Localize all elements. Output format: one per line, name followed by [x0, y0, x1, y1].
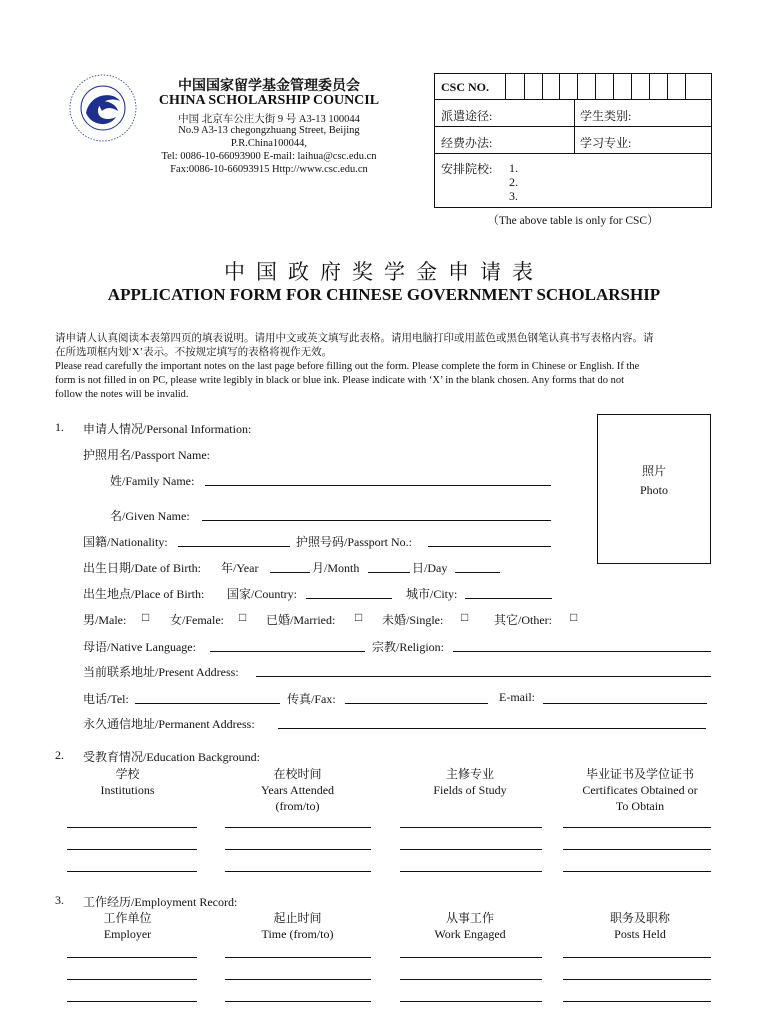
emp-row2-time[interactable]: [225, 979, 371, 980]
pob-country-field[interactable]: [306, 598, 392, 599]
emp-row1-time[interactable]: [225, 957, 371, 958]
pob-label: 出生地点/Place of Birth:: [83, 587, 205, 601]
student-type-label: 学生类别:: [580, 109, 632, 123]
passport-name-label: 护照用名/Passport Name:: [83, 448, 210, 462]
fax-field[interactable]: [345, 703, 488, 704]
pob-country-label: 国家/Country:: [227, 587, 298, 601]
csc-table-note: （The above table is only for CSC）: [487, 215, 659, 227]
emp-col-employer: 工作单位 Employer: [103, 911, 152, 941]
emp-col-work: 从事工作 Work Engaged: [434, 911, 506, 941]
family-name-label: 姓/Family Name:: [110, 474, 195, 488]
csc-office-table: [434, 73, 712, 208]
present-address-label: 当前联系地址/Present Address:: [83, 665, 239, 679]
edu-row1-years[interactable]: [225, 827, 371, 828]
edu-col-fields: 主修专业 Fields of Study: [433, 767, 507, 797]
emp-row2-post[interactable]: [563, 979, 711, 980]
edu-row2-certificate[interactable]: [563, 849, 711, 850]
section2-number: 2.: [55, 748, 64, 762]
section3-title: 工作经历/Employment Record:: [83, 895, 238, 909]
given-name-field[interactable]: [202, 520, 551, 521]
emp-row2-work[interactable]: [400, 979, 542, 980]
emp-row3-work[interactable]: [400, 1001, 542, 1002]
email-field[interactable]: [543, 703, 707, 704]
photo-label-cn: 照片: [641, 464, 666, 478]
dob-month-label: 月/Month: [312, 561, 360, 575]
emp-row3-employer[interactable]: [67, 1001, 197, 1002]
emp-row1-post[interactable]: [563, 957, 711, 958]
fax-website: Fax:0086-10-66093915 Http://www.csc.edu.cn: [170, 164, 368, 175]
tel-email: Tel: 0086-10-66093900 E-mail: laihua@csc.edu.cn: [161, 151, 377, 162]
instructions-cn-line2: 在所选项框内划‘X’表示。不按规定填写的表格将视作无效。: [55, 347, 333, 358]
major-label: 学习专业:: [580, 136, 632, 150]
channel-label: 派遣途径:: [441, 109, 493, 123]
permanent-address-field[interactable]: [278, 728, 706, 729]
section1-title: 申请人情况/Personal Information:: [83, 422, 252, 436]
placement-item-1: 1.: [509, 161, 518, 175]
dob-day-label: 日/Day: [412, 561, 448, 575]
instructions-en-line1: Please read carefully the important notes on the last page before filling out the form. Please complete the form in Chinese or English. If the: [55, 361, 640, 372]
tel-label: 电话/Tel:: [83, 692, 129, 706]
emp-col-posts: 职务及职称 Posts Held: [609, 911, 670, 941]
male-checkbox[interactable]: □: [142, 610, 150, 624]
present-address-field[interactable]: [256, 676, 711, 677]
male-label: 男/Male:: [83, 613, 127, 627]
address-en-line1: No.9 A3-13 chegongzhuang Street, Beijing: [178, 125, 360, 136]
form-title-cn: 中国政府奖学金申请表: [224, 260, 544, 284]
native-language-label: 母语/Native Language:: [83, 640, 196, 654]
address-cn: 中国 北京车公庄大街 9 号 A3-13 100044: [178, 114, 360, 125]
edu-col-certificates: 毕业证书及学位证书 Certificates Obtained or To Obtain: [582, 767, 698, 813]
emp-row1-employer[interactable]: [67, 957, 197, 958]
csc-logo: [68, 73, 138, 143]
edu-col-institutions: 学校 Institutions: [100, 767, 155, 797]
dob-year-label: 年/Year: [221, 561, 259, 575]
org-name-en: CHINA SCHOLARSHIP COUNCIL: [158, 93, 380, 108]
org-name-cn: 中国国家留学基金管理委员会: [178, 79, 360, 94]
dob-label: 出生日期/Date of Birth:: [83, 561, 201, 575]
placement-item-3: 3.: [509, 189, 518, 203]
edu-row1-institution[interactable]: [67, 827, 197, 828]
pob-city-field[interactable]: [465, 598, 552, 599]
funding-label: 经费办法:: [441, 136, 493, 150]
family-name-field[interactable]: [205, 485, 551, 486]
given-name-label: 名/Given Name:: [110, 509, 190, 523]
other-checkbox[interactable]: □: [570, 610, 578, 624]
photo-box[interactable]: [597, 414, 711, 564]
edu-row2-field[interactable]: [400, 849, 542, 850]
edu-row1-field[interactable]: [400, 827, 542, 828]
religion-field[interactable]: [453, 651, 711, 652]
other-label: 其它/Other:: [494, 613, 552, 627]
csc-no-label: CSC NO.: [441, 80, 490, 94]
female-checkbox[interactable]: □: [239, 610, 247, 624]
married-checkbox[interactable]: □: [355, 610, 363, 624]
passport-no-field[interactable]: [428, 546, 551, 547]
edu-row1-certificate[interactable]: [563, 827, 711, 828]
instructions-en-line2: form is not filled in on PC, please write legibly in black or blue ink. Please indicate with ‘X’ in the blank chosen. Any forms that do not: [55, 375, 625, 386]
single-checkbox[interactable]: □: [461, 610, 469, 624]
placement-label: 安排院校:: [441, 162, 493, 176]
edu-row2-institution[interactable]: [67, 849, 197, 850]
emp-row3-time[interactable]: [225, 1001, 371, 1002]
permanent-address-label: 永久通信地址/Permanent Address:: [83, 717, 255, 731]
female-label: 女/Female:: [170, 613, 224, 627]
nationality-label: 国籍/Nationality:: [83, 535, 168, 549]
edu-row3-field[interactable]: [400, 871, 542, 872]
dob-day-field[interactable]: [455, 572, 500, 573]
instructions-en-line3: follow the notes will be invalid.: [55, 389, 189, 400]
address-en-line2: P.R.China100044,: [230, 138, 308, 149]
pob-city-label: 城市/City:: [406, 587, 458, 601]
edu-row3-certificate[interactable]: [563, 871, 711, 872]
placement-item-2: 2.: [509, 175, 518, 189]
married-label: 已婚/Married:: [266, 613, 336, 627]
form-title-en: APPLICATION FORM FOR CHINESE GOVERNMENT SCHOLARSHIP: [107, 285, 661, 304]
nationality-field[interactable]: [178, 546, 290, 547]
section3-number: 3.: [55, 893, 64, 907]
dob-month-field[interactable]: [368, 572, 410, 573]
edu-row3-years[interactable]: [225, 871, 371, 872]
emp-col-time: 起止时间 Time (from/to): [261, 911, 334, 941]
edu-row3-institution[interactable]: [67, 871, 197, 872]
edu-row2-years[interactable]: [225, 849, 371, 850]
passport-no-label: 护照号码/Passport No.:: [296, 535, 413, 549]
religion-label: 宗教/Religion:: [372, 640, 445, 654]
photo-label-en: Photo: [639, 483, 668, 497]
emp-row2-employer[interactable]: [67, 979, 197, 980]
instructions-cn-line1: 请申请人认真阅读本表第四页的填表说明。请用中文或英文填写此表格。请用电脑打印或用蓝色或黑色钢笔认真书写表格内容。请: [55, 333, 654, 344]
section1-number: 1.: [55, 420, 64, 434]
email-label: E-mail:: [499, 690, 535, 704]
single-label: 未婚/Single:: [382, 613, 444, 627]
emp-row3-post[interactable]: [563, 1001, 711, 1002]
fax-label: 传真/Fax:: [287, 692, 336, 706]
native-language-field[interactable]: [210, 651, 365, 652]
emp-row1-work[interactable]: [400, 957, 542, 958]
dob-year-field[interactable]: [270, 572, 310, 573]
tel-field[interactable]: [135, 703, 280, 704]
edu-col-years: 在校时间 Years Attended (from/to): [260, 767, 335, 813]
section2-title: 受教育情况/Education Background:: [83, 750, 260, 764]
